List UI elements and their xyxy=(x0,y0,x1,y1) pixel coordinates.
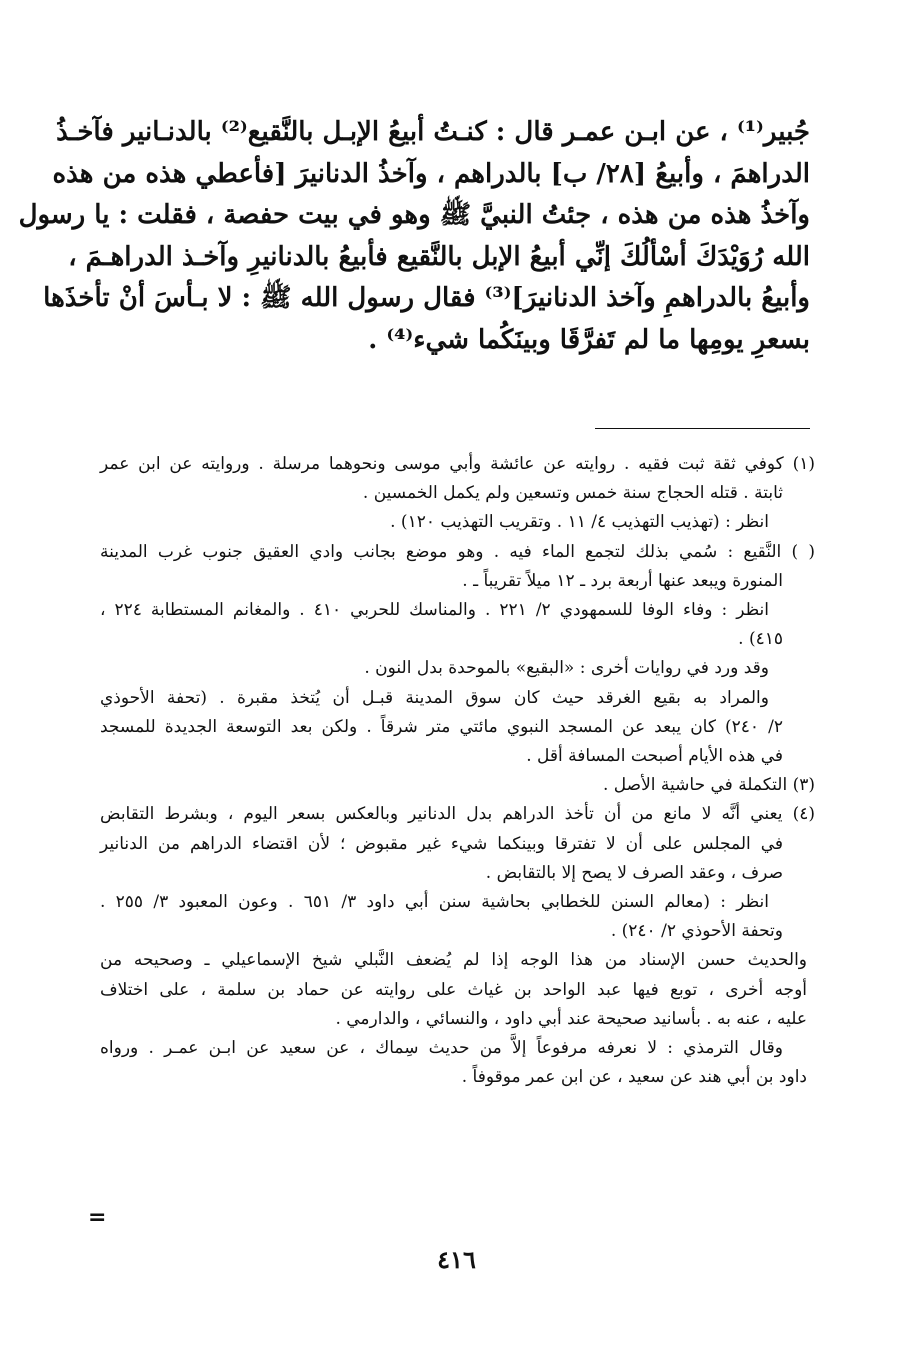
footnote-line: والمراد به بقيع الغرقد حيث كان سوق المدينة قبـل أن يُتخذ مقبرة . (تحفة الأحوذي xyxy=(100,687,769,708)
footnote-line: في هذه الأيام أصبحت المسافة أقل . xyxy=(526,746,783,767)
main-text-line: وآخذُ هذه من هذه ، جئتُ النبيَّ ﷺ وهو في بيت حفصة ، فقلت : يا رسول xyxy=(18,200,810,230)
footnote-line: انظر : وفاء الوفا للسمهودي ٢/ ٢٢١ . والمناسك للحربي ٤١٠ . والمغانم المستطابة ٢٢٤ ، xyxy=(100,600,770,621)
footnote-line: (٤) يعني أنَّه لا مانع من أن تأخذ الدراهم بدل الدنانير وبالعكس بسعر اليوم ، وبشرط التقابض xyxy=(100,804,815,825)
footnote-line: ( ) النَّقيع : سُمي بذلك لتجمع الماء فيه . وهو موضع بجانب وادي العقيق جنوب غرب المدينة xyxy=(100,541,815,562)
footnote-line: في المجلس على أن لا تفترقا وبينكما شيء غير مقبوض ؛ لأن اقتضاء الدراهم من الدنانير xyxy=(100,833,783,854)
footnote-line: (١) كوفي ثقة ثبت فقيه . روايته عن عائشة وأبي موسى ونحوهما مرسلة . وروايته عن ابن عمر xyxy=(100,454,815,474)
footnote-line: ٢/ ٢٤٠) كان يبعد عن المسجد النبوي مائتي متر شرقاً . ولكن بعد التوسعة الجديدة للمسجد xyxy=(100,716,783,737)
footnote-line: وقال الترمذي : لا نعرفه مرفوعاً إلاَّ من حديث سِماك ، عن سعيد عن ابـن عمـر . ورواه xyxy=(100,1038,783,1059)
footnotes xyxy=(100,450,815,1092)
footnote-line: انظر : (معالم السنن للخطابي بحاشية سنن أبي داود ٣/ ٦٥١ . وعون المعبود ٣/ ٢٥٥ . xyxy=(100,892,770,913)
footnote-line: ثابتة . قتله الحجاج سنة خمس وتسعين ولم يكمل الخمسين . xyxy=(362,483,783,504)
footnote-line: ٤١٥) . xyxy=(738,629,783,650)
footnote-line: انظر : (تهذيب التهذيب ٤/ ١١ . وتقريب التهذيب ١٢٠) . xyxy=(390,512,769,533)
page-number: ٤١٦ xyxy=(437,1245,476,1274)
footnote-line: أوجه أخرى ، توبع فيها عبد الواحد بن غياث على روايته عن حماد بن سلمة ، على اختلاف xyxy=(100,979,807,1000)
footnote-line: (٣) التكملة في حاشية الأصل . xyxy=(602,775,815,796)
main-text-line: الله رُوَيْدَكَ أسْألُكَ إنِّي أبيعُ الإبل بالنَّقيع فأبيعُ بالدنانيرِ وآخـذ الدراهـمَ ، xyxy=(68,241,810,272)
main-text-line: الدراهمَ ، وأبيعُ [٢٨/ ب] بالدراهم ، وآخذُ الدنانيرَ [فأعطي هذه من هذه xyxy=(52,158,810,189)
continuation-mark: = xyxy=(88,1205,107,1230)
footnote-line: عليه ، عنه به . بأسانيد صحيحة عند أبي داود ، والنسائي ، والدارمي . xyxy=(335,1008,807,1029)
footnote-line: والحديث حسن الإسناد من هذا الوجه إذا لم يُضعف النَّبلي شيخ الإسماعيلي ـ وصحيحه من xyxy=(100,950,807,971)
footnote-line: صرف ، وعقد الصرف لا يصح إلا بالتقابض . xyxy=(485,862,783,883)
main-text-line: بسعرِ يومِها ما لم تَفرَّقَا وبينَكُما شيء⁽⁴⁾ . xyxy=(368,324,810,355)
footnote-line: داود بن أبي هند عن سعيد ، عن ابن عمر موقوفاً . xyxy=(461,1067,807,1088)
main-text-line: جُبير⁽¹⁾ ، عن ابـن عمـر قال : كنـتُ أبيعُ الإبـل بالنَّقيع⁽²⁾ بالدنـانير فآخـذُ xyxy=(56,117,810,147)
footnote-line: وتحفة الأحوذي ٢/ ٢٤٠) . xyxy=(610,921,783,942)
footnote-line: وقد ورد في روايات أخرى : «البقيع» بالموحدة بدل النون . xyxy=(364,658,769,679)
footnote-separator xyxy=(595,428,810,429)
footnote-line: المنورة ويبعد عنها أربعة برد ـ ١٢ ميلاً تقريباً ـ . xyxy=(462,570,783,591)
main-text-line: وأبيعُ بالدراهمِ وآخذ الدنانيرَ]⁽³⁾ فقال رسول الله ﷺ : لا بـأسَ أنْ تأخذَها xyxy=(43,283,810,313)
main-text xyxy=(18,112,810,361)
